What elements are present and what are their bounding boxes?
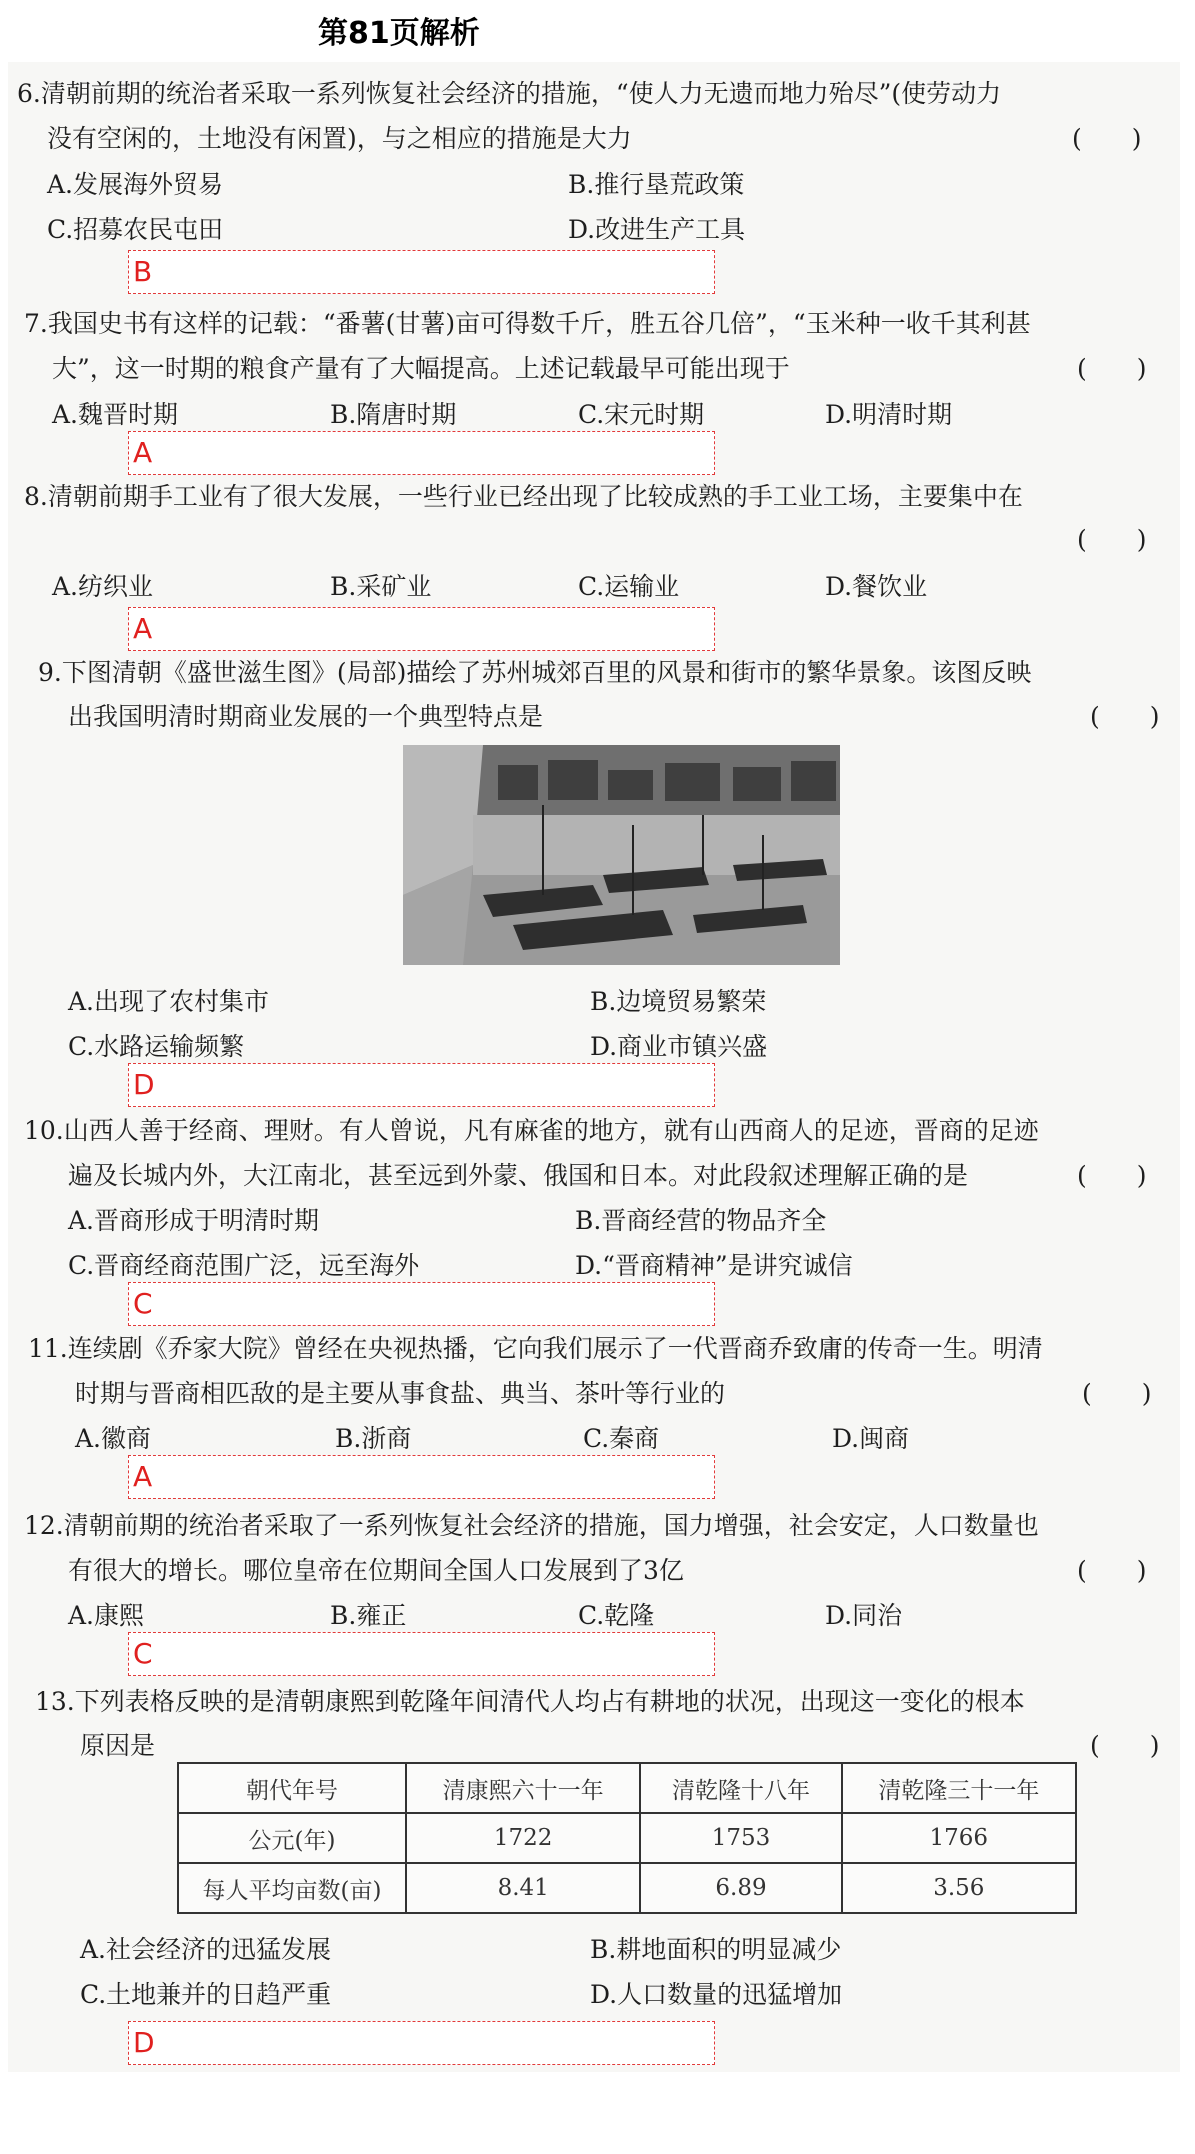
q12-line-2: 有很大的增长。哪位皇帝在位期间全国人口发展到了3亿 xyxy=(68,1556,684,1585)
table-cell: 朝代年号 xyxy=(178,1763,406,1813)
q8-option-b: B.采矿业 xyxy=(330,572,432,601)
q10-line-2: 遍及长城内外，大江南北，甚至远到外蒙、俄国和日本。对此段叙述理解正确的是 xyxy=(68,1161,969,1190)
q10-answer-box: C xyxy=(128,1282,715,1326)
table-cell: 公元(年) xyxy=(178,1813,406,1863)
q7-answer-box: A xyxy=(128,431,715,475)
q12-option-a: A.康熙 xyxy=(68,1601,145,1630)
q6-option-d: D.改进生产工具 xyxy=(568,215,746,244)
q6-option-c: C.招募农民屯田 xyxy=(47,215,224,244)
q8-option-a: A.纺织业 xyxy=(52,572,154,601)
q12-answer-box: C xyxy=(128,1632,715,1676)
q12-option-b: B.雍正 xyxy=(330,1601,407,1630)
q6-option-b: B.推行垦荒政策 xyxy=(568,170,745,199)
q9-option-a: A.出现了农村集市 xyxy=(68,987,270,1016)
farmland-table xyxy=(177,1762,1077,1914)
q10-line-1: 10.山西人善于经商、理财。有人曾说，凡有麻雀的地方，就有山西商人的足迹，晋商的足迹 xyxy=(24,1116,1039,1145)
q9-option-d: D.商业市镇兴盛 xyxy=(590,1032,768,1061)
q13-line-2: 原因是 xyxy=(80,1731,156,1760)
q13-option-c: C.土地兼并的日趋严重 xyxy=(80,1980,332,2009)
q9-option-c: C.水路运输频繁 xyxy=(68,1032,245,1061)
q9-line-2: 出我国明清时期商业发展的一个典型特点是 xyxy=(68,702,544,731)
q11-answer-paren: ( ) xyxy=(1082,1379,1152,1408)
q11-line-1: 11.连续剧《乔家大院》曾经在央视热播，它向我们展示了一代晋商乔致庸的传奇一生。明清 xyxy=(28,1334,1043,1363)
table-cell: 1766 xyxy=(842,1813,1076,1863)
q13-answer-paren: ( ) xyxy=(1090,1731,1160,1760)
q12-answer-paren: ( ) xyxy=(1077,1556,1147,1585)
q6-answer-box: B xyxy=(128,250,715,294)
q11-line-2: 时期与晋商相匹敌的是主要从事食盐、典当、茶叶等行业的 xyxy=(75,1379,726,1408)
table-row xyxy=(178,1863,1076,1913)
table-cell: 1722 xyxy=(406,1813,640,1863)
q7-option-b: B.隋唐时期 xyxy=(330,400,457,429)
table-cell: 8.41 xyxy=(406,1863,640,1913)
q8-answer-box: A xyxy=(128,607,715,651)
q9-line-1: 9.下图清朝《盛世滋生图》(局部)描绘了苏州城郊百里的风景和街市的繁华景象。该图反映 xyxy=(38,658,1032,687)
q10-answer-paren: ( ) xyxy=(1077,1161,1147,1190)
q11-answer-box: A xyxy=(128,1455,715,1499)
q10-option-b: B.晋商经营的物品齐全 xyxy=(575,1206,827,1235)
q8-answer-paren: ( ) xyxy=(1077,525,1147,554)
q6-line-2: 没有空闲的，土地没有闲置)，与之相应的措施是大力 xyxy=(47,124,632,153)
q10-option-d: D.“晋商精神”是讲究诚信 xyxy=(575,1251,853,1280)
q8-line-1: 8.清朝前期手工业有了很大发展，一些行业已经出现了比较成熟的手工业工场，主要集中在 xyxy=(24,482,1023,511)
table-row xyxy=(178,1813,1076,1863)
q7-line-1: 7.我国史书有这样的记载：“番薯(甘薯)亩可得数千斤，胜五谷几倍”，“玉米种一收千其利甚 xyxy=(24,309,1031,338)
q10-option-a: A.晋商形成于明清时期 xyxy=(68,1206,320,1235)
table-cell: 1753 xyxy=(640,1813,841,1863)
q9-answer-box: D xyxy=(128,1063,715,1107)
page-title: 第81页解析 xyxy=(318,16,480,51)
q8-option-c: C.运输业 xyxy=(578,572,680,601)
q13-option-a: A.社会经济的迅猛发展 xyxy=(80,1935,332,1964)
q9-option-b: B.边境贸易繁荣 xyxy=(590,987,767,1016)
q11-option-c: C.秦商 xyxy=(583,1424,660,1453)
q6-answer-paren: ( ) xyxy=(1072,124,1142,153)
q13-line-1: 13.下列表格反映的是清朝康熙到乾隆年间清代人均占有耕地的状况，出现这一变化的根本 xyxy=(35,1687,1025,1716)
q7-option-a: A.魏晋时期 xyxy=(52,400,179,429)
q8-option-d: D.餐饮业 xyxy=(825,572,928,601)
table-row xyxy=(178,1763,1076,1813)
q13-answer-box: D xyxy=(128,2021,715,2065)
q12-option-d: D.同治 xyxy=(825,1601,903,1630)
q7-option-c: C.宋元时期 xyxy=(578,400,705,429)
q7-answer-paren: ( ) xyxy=(1077,354,1147,383)
q6-line-1: 6.清朝前期的统治者采取一系列恢复社会经济的措施，“使人力无遗而地力殆尽”(使劳动力 xyxy=(17,79,1002,108)
table-cell: 每人平均亩数(亩) xyxy=(178,1863,406,1913)
q10-option-c: C.晋商经商范围广泛，远至海外 xyxy=(68,1251,420,1280)
q11-option-b: B.浙商 xyxy=(335,1424,412,1453)
table-cell: 6.89 xyxy=(640,1863,841,1913)
q9-answer-paren: ( ) xyxy=(1090,702,1160,731)
table-cell: 清乾隆十八年 xyxy=(640,1763,841,1813)
q13-option-b: B.耕地面积的明显减少 xyxy=(590,1935,842,1964)
table-cell: 清康熙六十一年 xyxy=(406,1763,640,1813)
table-cell: 清乾隆三十一年 xyxy=(842,1763,1076,1813)
q7-option-d: D.明清时期 xyxy=(825,400,953,429)
q6-option-a: A.发展海外贸易 xyxy=(47,170,224,199)
q11-option-d: D.闽商 xyxy=(832,1424,910,1453)
q13-option-d: D.人口数量的迅猛增加 xyxy=(590,1980,843,2009)
q12-option-c: C.乾隆 xyxy=(578,1601,655,1630)
painting-figure xyxy=(403,745,840,965)
q7-line-2: 大”，这一时期的粮食产量有了大幅提高。上述记载最早可能出现于 xyxy=(52,354,790,383)
q11-option-a: A.徽商 xyxy=(75,1424,152,1453)
q12-line-1: 12.清朝前期的统治者采取了一系列恢复社会经济的措施，国力增强，社会安定，人口数量也 xyxy=(24,1511,1039,1540)
table-cell: 3.56 xyxy=(842,1863,1076,1913)
